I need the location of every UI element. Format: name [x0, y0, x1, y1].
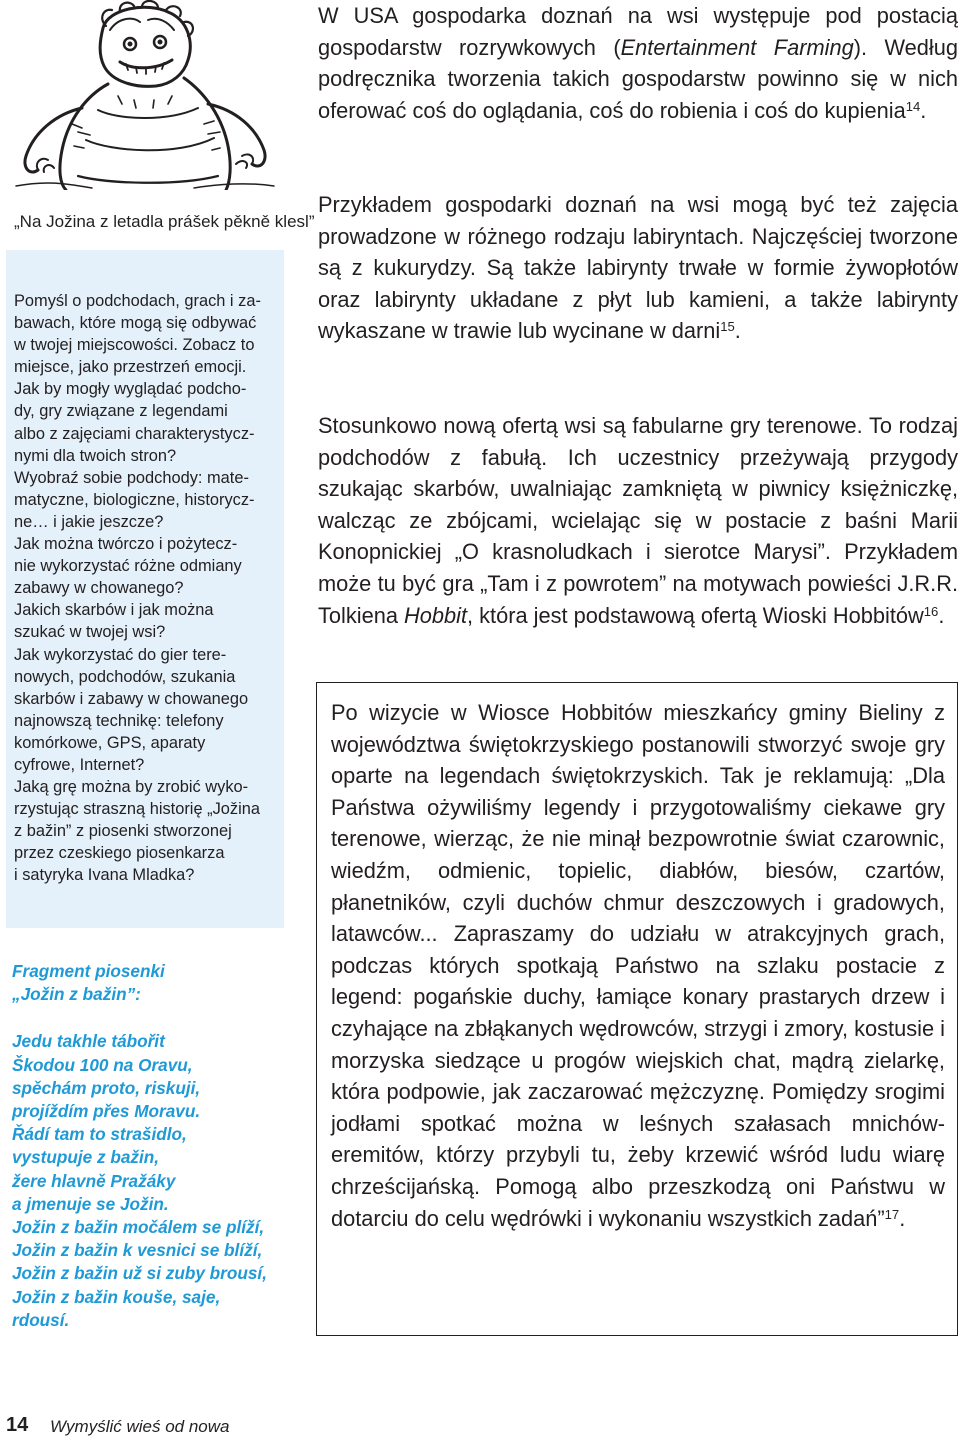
- paragraph-text: Stosunkowo nową ofertą wsi są fabularne gry terenowe. To rodzaj podchodów z fabułą. Ich uczestnicy przeżywają przygody szukając skarbów, uwalniając zamkniętą w piwnicy księżniczkę, walcząc ze zbójcami, wcielając się w postacie z baśni Marii Konopnickiej „O krasnoludkach i sierotce Marysi”. Przykładem może tu być gra „Tam i z powrotem” na motywach powieści J.R.R. Tolkiena: [318, 413, 958, 628]
- song-line: Jožin z bažin kouše, saje,: [12, 1286, 221, 1307]
- song-title: „Jožin z bažin”:: [12, 984, 141, 1005]
- illustration: [8, 0, 278, 190]
- footnote-ref: 14: [905, 98, 921, 114]
- song-line: Jožin z bažin močálem se plíží,: [12, 1217, 265, 1238]
- sidebar-line: Jakich skarbów i jak można: [14, 601, 214, 620]
- sidebar-line: albo z zajęciami charakterystycz-: [14, 424, 255, 443]
- illustration-caption: „Na Jožina z letadla prášek pěkně klesl”: [14, 212, 315, 231]
- running-title: Wymyślić wieś od nowa: [50, 1417, 230, 1436]
- sidebar-line: skarbów i zabawy w chowanego: [14, 689, 249, 708]
- song-line: spěchám proto, riskuji,: [12, 1077, 201, 1098]
- sidebar-line: matyczne, biologiczne, historycz-: [14, 490, 255, 509]
- sidebar-line: cyfrowe, Internet?: [14, 755, 145, 774]
- paragraph-text: .: [938, 602, 945, 628]
- sidebar-line: przez czeskiego piosenkarza: [14, 844, 225, 863]
- sidebar-line: Jak by mogły wyglądać podcho-: [14, 380, 247, 399]
- footnote-ref: 17: [884, 1206, 900, 1222]
- song-line: a jmenuje se Jožin.: [12, 1193, 169, 1214]
- footnote-ref: 16: [923, 603, 939, 619]
- song-line: projíždím přes Moravu.: [12, 1101, 201, 1122]
- paragraph-field-games: [318, 410, 958, 631]
- sidebar-line: Jak wykorzystać do gier tere-: [14, 645, 227, 664]
- paragraph-labyrinths: [318, 189, 958, 347]
- sidebar-line: komórkowe, GPS, aparaty: [14, 733, 206, 752]
- song-line: žere hlavně Pražáky: [12, 1170, 176, 1191]
- sidebar-line: bawach, które mogą się odbywać: [14, 314, 257, 333]
- song-line: Škodou 100 na Oravu,: [12, 1054, 193, 1075]
- paragraph-text: .: [734, 318, 741, 344]
- quote-body: .: [899, 1205, 906, 1231]
- song-line: Řádí tam to strašidlo,: [12, 1124, 187, 1145]
- paragraph-entertainment-farming: [318, 0, 958, 126]
- sidebar-line: ne… i jakie jeszcze?: [14, 512, 164, 531]
- paragraph-italic-term: Entertainment Farming: [620, 34, 854, 60]
- paragraph-text: Przykładem gospodarki doznań na wsi mogą być też zajęcia prowadzone w różnego rodzaju labiryntach. Najczęściej tworzone są z kukurydzy. Są także labirynty trwałe w formie żywopłotów oraz labirynty układane z płyt lub kamieni, a także labirynty wykaszane w trawie lub wycinane w darni: [318, 192, 958, 344]
- sidebar-line: w twojej miejscowości. Zobacz to: [14, 336, 255, 355]
- sidebar-line: i satyryka Ivana Mladka?: [14, 866, 195, 885]
- sidebar-line: Jak można twórczo i pożytecz-: [14, 535, 238, 554]
- paragraph-text: W USA gospodarka doznań na wsi występuje pod postacią gospodarstw rozrywkowych (: [318, 3, 958, 60]
- song-line: Jedu takhle tábořit: [12, 1031, 165, 1052]
- quote-text: [331, 697, 945, 1234]
- sidebar-line: dy, gry związane z legendami: [14, 402, 228, 421]
- song-heading: Fragment piosenki: [12, 961, 165, 981]
- paragraph-text: ). Według podręcznika tworzenia takich gospodarstw powinno się w nich oferować coś do oglądania, coś do robienia i coś do kupienia: [318, 34, 958, 123]
- sidebar-line: z bažin” z piosenki stworzonej: [14, 822, 232, 841]
- song-line: Jožin z bažin k vesnici se blíží,: [12, 1240, 263, 1261]
- paragraph-text: .: [920, 97, 927, 123]
- sidebar-line: zabawy w chowanego?: [14, 579, 184, 598]
- sidebar-line: rzystując straszną historię „Jožina: [14, 800, 260, 819]
- quote-body: Po wizycie w Wiosce Hobbitów mieszkańcy gminy Bieliny z województwa świętokrzyskiego postanowili stworzyć swoje gry oparte na legendach świętokrzyskich. Tak je reklamują: „Dla Państwa ożywiliśmy legendy i przygotowaliśmy ciekawe gry terenowe, wierząc, że nie minął bezpowrotnie świat czarownic, wiedźm, odmienic, topielic, diabłów, biesów, czartów, płanetników, czyli duchów chmur deszczowych i gradowych, latawców... Zapraszamy do udziału w atrakcyjnych grach, podczas których spotkają Państwo na szlaku postacie z legend: pogańskie duchy, łamiące konary prastarych drzew i czyhające na zbłąkanych wędrowców, strzygi i zmory, kostusie i morzyska siedzące u progów wiejskich chat, mądrą zielarkę, która podpowie, jak zaczarować mężczyznę. Pomiędzy srogimi jodłami spotkać można w leśnych szałasach mnichów-eremitów, którzy przybyli tu, żeby krzewić wśród ludu wiarę chrześcijańską. Pomogą albo przeszkodzą oni Państwu w dotarciu do celu wędrówki i wykonaniu wszystkich zadań”: [331, 700, 945, 1231]
- song-spacer: [12, 1006, 284, 1030]
- ink-drawing-creature-icon: [8, 0, 278, 190]
- sidebar-questions: [14, 290, 276, 887]
- sidebar-line: miejsce, jako przestrzeń emocji.: [14, 358, 247, 377]
- footnote-ref: 15: [720, 319, 735, 335]
- sidebar-line: nymi dla twoich stron?: [14, 446, 177, 465]
- song-line: vystupuje z bažin,: [12, 1147, 160, 1168]
- paragraph-text: , która jest podstawową ofertą Wioski Hobbitów: [467, 602, 924, 628]
- song-line: Jožin z bažin už si zuby brousí,: [12, 1263, 267, 1284]
- song-line: rdousí.: [12, 1309, 70, 1330]
- sidebar-line: nie wykorzystać różne odmiany: [14, 557, 242, 576]
- sidebar-line: Jaką grę można by zrobić wyko-: [14, 778, 249, 797]
- sidebar-line: najnowszą technikę: telefony: [14, 711, 224, 730]
- sidebar-line: szukać w twojej wsi?: [14, 623, 166, 642]
- sidebar-line: Wyobraź sobie podchody: mate-: [14, 468, 249, 487]
- sidebar-line: Pomyśl o podchodach, grach i za-: [14, 292, 261, 310]
- sidebar-line: nowych, podchodów, szukania: [14, 667, 236, 686]
- paragraph-italic-title: Hobbit: [404, 602, 468, 628]
- song-fragment: [12, 960, 284, 1332]
- page-number: 14: [6, 1414, 29, 1436]
